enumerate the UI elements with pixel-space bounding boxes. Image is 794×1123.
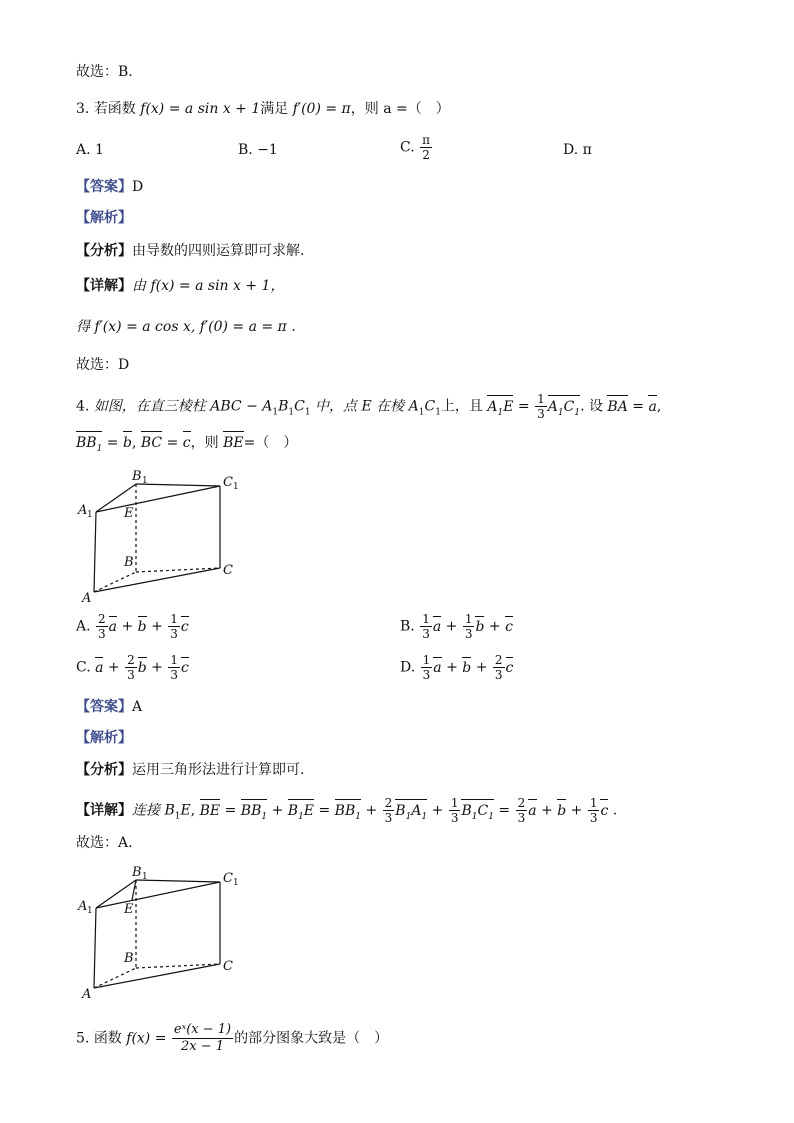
svg-text:C: C	[223, 871, 233, 886]
vec-a: a	[648, 398, 657, 415]
q3-intro: 若函数	[93, 101, 136, 117]
svg-text:B: B	[124, 951, 134, 966]
xiangjie-line2: 得 f′(x) = a cos x, f′(0) = a = π .	[76, 319, 296, 335]
prev-choice: 故选：B.	[76, 64, 133, 80]
q5-number: 5.	[76, 1030, 90, 1047]
fenxi-tag: 【分析】	[76, 243, 132, 259]
q4-prism: 如图，在直三棱柱 ABC − A	[93, 398, 273, 415]
option-letter: D.	[563, 142, 579, 158]
answer-value: D	[132, 179, 144, 195]
q5-fraction: $\frac{\text{eˣ(x − 1)}}{2x - 1}$	[173, 1022, 232, 1054]
svg-text:C: C	[223, 563, 233, 578]
prism-figure	[76, 462, 246, 604]
fenxi-text: 由导数的四则运算即可求解.	[132, 243, 305, 259]
svg-text:B: B	[132, 469, 142, 484]
answer-tag: 【答案】	[76, 179, 132, 195]
q3-option-c	[400, 133, 433, 162]
fraction: $\frac{1}{3}$	[537, 392, 545, 421]
xiangjie-line1: 由 f(x) = a sin x + 1，	[132, 278, 285, 294]
vec-be: BE	[223, 435, 244, 451]
q3-option-b	[238, 142, 278, 158]
q3-option-a	[76, 142, 104, 158]
vec-a1e: $A_1E$	[487, 398, 513, 422]
q3-stem	[76, 100, 450, 118]
q4-fenxi: 【分析】运用三角形法进行计算即可.	[76, 762, 305, 778]
q4-cond: 中，点 E 在棱 A	[315, 398, 419, 415]
svg-text:C: C	[223, 959, 233, 974]
q4-option-d: D. $\frac{1}{3}$ a + b + $\frac{2}{3}$ c	[400, 653, 514, 682]
q4-option-c: C. a + $\frac{2}{3}$ b + $\frac{1}{3}$ c	[76, 653, 189, 682]
q5-intro: 函数	[93, 1030, 122, 1047]
svg-text:E: E	[124, 902, 134, 917]
q4-analysis-tag: 【解析】	[76, 730, 132, 746]
q3-cond: f′(0) = π	[292, 101, 351, 117]
svg-text:1: 1	[142, 872, 148, 882]
q4-number: 4.	[76, 398, 90, 415]
q4-choice: 故选：A.	[76, 835, 133, 851]
svg-text:E: E	[124, 506, 134, 521]
q3-choice: 故选：D	[76, 357, 130, 373]
q5-tail: 的部分图象大致是（ ）	[234, 1030, 389, 1047]
q3-xiangjie-line2	[76, 318, 296, 336]
q4-answer	[76, 698, 142, 716]
svg-text:A: A	[78, 503, 88, 518]
q3-answer	[76, 178, 143, 196]
q3-fenxi	[76, 242, 304, 260]
option-letter: C.	[400, 139, 415, 156]
option-text: 1	[95, 142, 104, 158]
q4-option-a: A. $\frac{2}{3}$ a + b + $\frac{1}{3}$ c	[76, 612, 189, 641]
vec-ba: BA	[607, 398, 628, 415]
q4-xiangjie: 【详解】连接 $B_1E$, BE = $BB_1 + B_1E = BB_1$ + $\frac{2}{3}$ $B_1A_1$ + $\frac{1}{3}$ $B_1C_1$ = $\frac{2}{3}$ a + b + $\frac{1}{3}$ c .	[76, 796, 618, 825]
option-text: π	[582, 142, 592, 158]
vec-a1c1: $A_1C_1$	[548, 398, 580, 422]
xiangjie-tag: 【详解】	[76, 278, 132, 294]
q3-ask: ，则 a =（ ）	[350, 101, 450, 117]
svg-text:A: A	[82, 987, 92, 1000]
answer-tag: 【答案】	[76, 699, 132, 715]
option-text: −1	[257, 142, 278, 158]
q4-option-b: B. $\frac{1}{3}$ a + $\frac{1}{3}$ b + c	[400, 612, 513, 641]
prism-figure-solution	[76, 858, 246, 1000]
vec-bb1: $BB_1$	[76, 434, 102, 458]
q3-xiangjie	[76, 277, 284, 295]
q5-stem: 5. 函数 f(x) = $\frac{\text{eˣ(x − 1)}}{2x - 1}$ 的部分图象大致是（ ）	[76, 1022, 389, 1054]
q3-cond-pre: 满足	[260, 101, 289, 117]
q3-option-d	[563, 142, 592, 158]
svg-text:1: 1	[233, 878, 239, 888]
svg-text:1: 1	[233, 482, 239, 492]
fraction: $\frac{\pi}{2}$	[422, 133, 431, 162]
svg-text:1: 1	[87, 510, 93, 520]
q3-analysis-tag	[76, 209, 132, 227]
q4-stem-line1: 4. 如图，在直三棱柱 ABC − $A_1B_1C_1$ 中，点 E 在棱 $A_1C_1$上，且 $A_1E$ = $\frac{1}{3}$ $A_1C_1$. 设 BA = a,	[76, 392, 662, 421]
svg-text:1: 1	[87, 906, 93, 916]
svg-text:1: 1	[142, 476, 148, 486]
svg-text:A: A	[82, 591, 92, 604]
svg-text:C: C	[223, 475, 233, 490]
q3-number: 3.	[76, 101, 90, 117]
q4-stem-line2: $BB_1 = b$, BC = c，则 BE=（ ）	[76, 434, 297, 458]
option-letter: A.	[76, 142, 91, 158]
vec-bc: BC	[140, 435, 163, 451]
q3-func: f(x) = a sin x + 1	[140, 101, 261, 117]
svg-text:A: A	[78, 899, 88, 914]
answer-value: A	[132, 699, 143, 715]
svg-text:B: B	[124, 555, 134, 570]
svg-text:B: B	[132, 865, 142, 880]
analysis-tag: 【解析】	[76, 210, 132, 226]
option-letter: B.	[238, 142, 253, 158]
